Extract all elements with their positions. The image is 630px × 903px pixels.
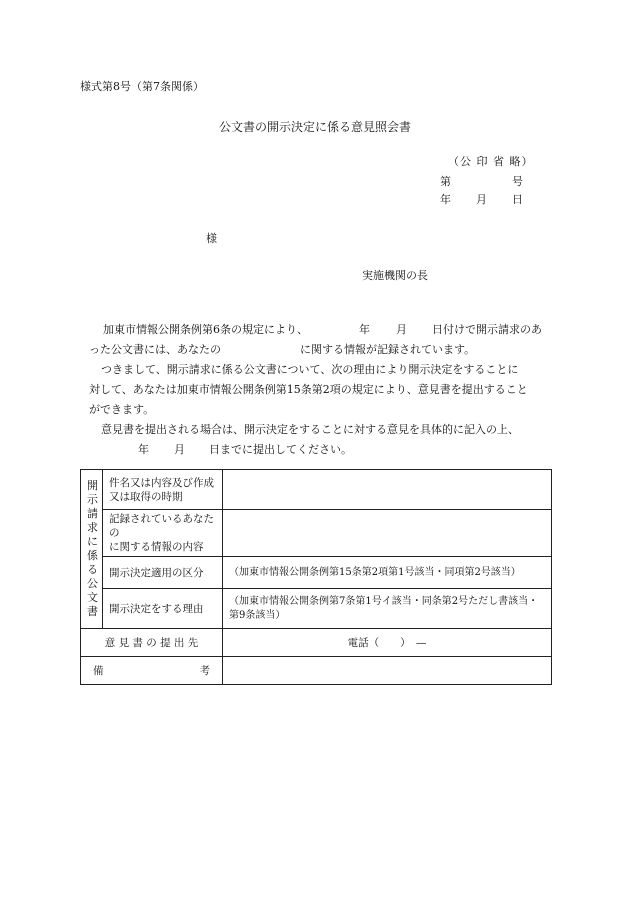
sender: 実施機関の長: [362, 269, 428, 282]
p1-text-d: 日付けで開示請求のあ: [432, 323, 542, 336]
side-char: 係: [87, 549, 98, 562]
p3-year: 年: [138, 443, 149, 456]
addressee: 様: [206, 232, 217, 245]
side-char: 請: [87, 507, 98, 520]
side-char: 開: [87, 479, 98, 492]
info-label-line-1: 記録されているあなたの: [109, 513, 214, 539]
disclosure-request-side-label: [81, 470, 103, 629]
submit-to-label: 意 見 書 の 提 出 先: [81, 629, 223, 657]
table-row: [81, 657, 552, 685]
remarks-value: [223, 657, 552, 685]
paragraph-3-line-1: 意見書を提出される場合は、開示決定をすることに対する意見を具体的に記入の上、: [101, 423, 519, 436]
document-title: 公文書の開示決定に係る意見照会書: [218, 120, 411, 134]
paragraph-3-line-2: [0, 440, 630, 460]
info-label-line-2: に関する情報の内容: [109, 541, 204, 553]
table-row: [81, 470, 552, 510]
remarks-char-a: 備: [93, 664, 104, 677]
category-label: 開示決定適用の区分: [103, 557, 223, 589]
category-value: （加東市情報公開条例第15条第2項第1号該当・同項第2号該当）: [223, 557, 552, 589]
p3-text: 日までに提出してください。: [209, 443, 352, 456]
paragraph-1-line-2: [0, 340, 630, 360]
paragraph-2-line-2: 対して、あなたは加東市情報公開条例第15条第2項の規定により、意見書を提出すること: [89, 383, 528, 396]
seal-omitted-note: （公 印 省 略）: [448, 155, 534, 168]
number-prefix: 第: [440, 175, 451, 188]
p1-year: 年: [359, 323, 370, 336]
phone-field: 電話（ ） —: [223, 629, 552, 657]
opinion-form-table: [80, 469, 552, 685]
info-content-label: [103, 510, 223, 557]
side-char: に: [87, 535, 98, 548]
paragraph-2-line-1: つきまして、開示請求に係る公文書について、次の理由により開示決定をすることに: [101, 363, 519, 376]
side-char: 文: [87, 591, 98, 604]
remarks-char-b: 考: [199, 664, 210, 677]
date-month: 月: [476, 193, 487, 206]
paragraph-1-line-1: [0, 320, 630, 340]
remarks-label: [81, 657, 223, 685]
p1-text-e: った公文書には、あなたの: [89, 343, 221, 356]
form-number: 様式第8号（第7条関係）: [80, 80, 204, 93]
table-row: [81, 629, 552, 657]
table-row: [81, 557, 552, 589]
side-char: 書: [87, 605, 98, 618]
side-char: 公: [87, 577, 98, 590]
number-suffix: 号: [512, 175, 523, 188]
p1-text-f: に関する情報が記録されています。: [300, 343, 476, 356]
title-label: 件名又は内容及び作成又は取得の時期: [103, 470, 223, 510]
reason-value: （加東市情報公開条例第7条第1号イ該当・同条第2号ただし書該当・第9条該当）: [223, 589, 552, 629]
side-char: る: [87, 563, 98, 576]
p1-month: 月: [396, 323, 407, 336]
reason-label: 開示決定をする理由: [103, 589, 223, 629]
table-row: [81, 589, 552, 629]
p1-text-a: 加東市情報公開条例第6条の規定により、: [103, 323, 308, 336]
side-char: 求: [87, 521, 98, 534]
title-value: [223, 470, 552, 510]
date-day: 日: [512, 193, 523, 206]
date-year: 年: [440, 193, 451, 206]
p3-month: 月: [174, 443, 185, 456]
info-content-value: [223, 510, 552, 557]
side-char: 示: [87, 493, 98, 506]
paragraph-2-line-3: ができます。: [89, 403, 155, 416]
table-row: [81, 510, 552, 557]
